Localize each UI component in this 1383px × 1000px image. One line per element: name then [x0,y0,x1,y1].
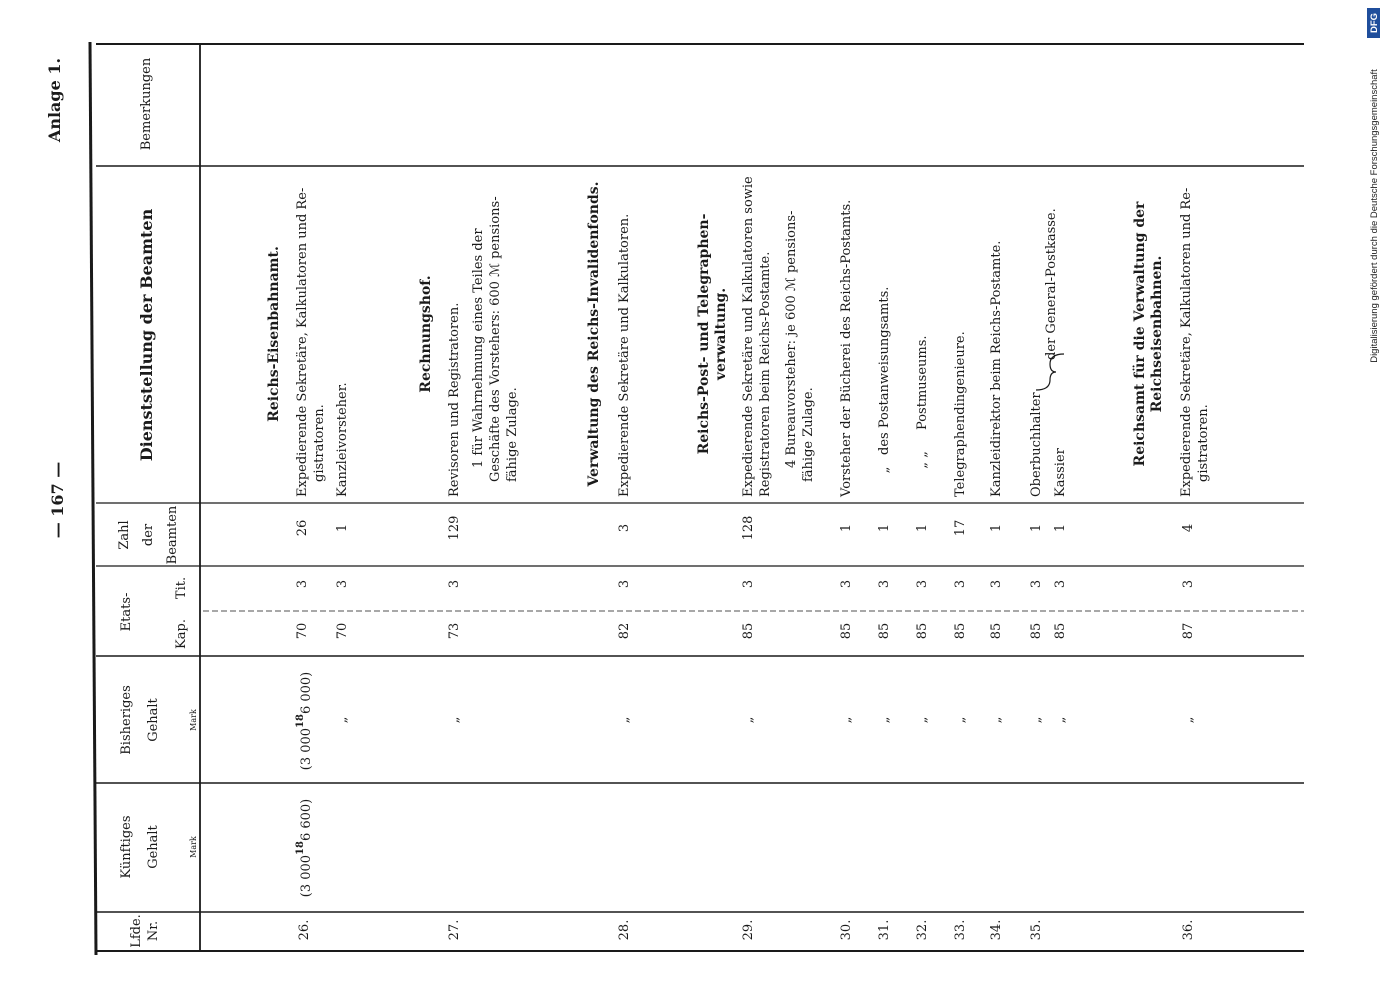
row-number: 34. [989,919,1004,941]
titel: 3 [877,579,892,589]
digitization-credit: Digitalisierung gefördert durch die Deutsche Forschungsgemeinschaft [1369,69,1380,363]
dfg-logo [1367,8,1380,38]
row-number: 33. [953,919,968,941]
table-rules [90,42,1304,955]
position-description: Revisoren und Registratoren. [447,302,462,497]
position-note: fähige Zulage. [505,387,520,482]
table-row [741,176,816,940]
header-kap: Kap. [174,619,189,649]
section-reichs-post-1: Reichs-Post- und Telegraphen- [696,213,712,455]
kapitel: 85 [839,622,854,640]
header-nr: Nr. [146,920,161,942]
table-row [839,200,854,941]
table-row [989,241,1004,941]
position-description: des Postanweisungsamts. [877,286,892,455]
kapitel: 70 [335,622,350,640]
titel: 3 [915,579,930,589]
current-salary-ditto: „ [953,716,968,724]
kapitel: 85 [915,622,930,640]
official-count: 3 [617,523,632,533]
current-salary-ditto: „ [1181,716,1196,724]
current-salary-ditto: „ [877,716,892,724]
position-description: Expedierende Sekretäre und Kalkulatoren sowie [741,176,756,497]
position-description: Expedierende Sekretäre und Kalkulatoren. [617,213,632,497]
titel: 3 [1053,579,1068,589]
future-salary-to: 6 600) [299,798,314,842]
page-number: — 167 — [48,461,67,539]
table-row [295,188,327,941]
row-number: 36. [1181,919,1196,941]
header-lfde: Lfde. [129,914,144,948]
current-salary-ditto: „ [989,716,1004,724]
position-description-cont: gistratoren. [312,404,327,482]
titel: 3 [447,579,462,589]
table-row [1179,188,1211,941]
kapitel: 85 [953,622,968,640]
section-invalidenfonds: Verwaltung des Reichs-Invalidenfonds. [586,181,602,487]
table-row [953,331,968,940]
position-note: Geschäfte des Vorstehers: 600 ℳ pensions- [488,196,503,482]
table-row [617,214,632,941]
kapitel: 70 [295,622,310,640]
titel: 3 [839,579,854,589]
header-kuenftiges-unit: Mark [189,836,198,858]
header-tit: Tit. [174,576,189,600]
official-count: 1 [1029,523,1044,533]
header-etats: Etats- [119,592,134,632]
table-row [915,335,930,940]
position-description: Postmuseums. [915,335,930,430]
row-number: 28. [617,919,632,941]
official-count: 1 [335,523,350,533]
table-row [1029,392,1044,941]
current-salary-ditto: „ [1029,716,1044,724]
kapitel: 85 [1029,622,1044,640]
position-description: Oberbuchhalter [1029,392,1044,497]
table-row [447,196,520,940]
current-salary-ditto: „ [447,716,462,724]
position-description: Vorsteher der Bücherei des Reichs-Postamts. [839,199,854,497]
official-count: 4 [1181,523,1196,533]
position-description: Kassier [1053,448,1068,497]
section-reichsamt-1: Reichsamt für die Verwaltung der [1132,201,1148,467]
titel: 3 [953,579,968,589]
section-reichs-post-2: verwaltung. [713,287,729,381]
position-note: 4 Bureauvorsteher: je 600 ℳ pensions- [784,210,799,468]
row-number: 26. [297,919,312,941]
official-count: 17 [953,519,968,537]
header-bemerkungen: Bemerkungen [139,57,154,151]
current-salary-to: 6 000) [299,671,314,715]
official-count: 26 [295,519,310,537]
current-salary-ditto: „ [335,716,350,724]
official-count: 1 [877,523,892,533]
header-bisheriges-unit: Mark [189,709,198,731]
kapitel: 85 [877,622,892,640]
future-salary-from: (3 000 [299,854,314,898]
position-description: Expedierende Sekretäre, Kalkulatoren und Re- [295,187,310,497]
kapitel: 73 [447,622,462,640]
current-salary-ditto: „ [617,716,632,724]
future-salary-steps: 18 [295,841,306,855]
ditto-mark: „ „ [915,451,930,469]
section-reichs-eisenbahnamt: Reichs-Eisenbahnamt. [266,246,282,422]
brace-text: der General-Postkasse. [1044,208,1059,360]
future-salary-range [295,799,314,898]
titel: 3 [295,579,310,589]
kapitel: 85 [1053,622,1068,640]
section-rechnungshof: Rechnungshof. [418,275,434,393]
row-number: 31. [877,919,892,941]
header-bisheriges-2: Gehalt [146,698,161,742]
dfg-logo-text: DFG [1369,12,1380,34]
official-count: 1 [1053,523,1068,533]
current-salary-ditto: „ [839,716,854,724]
position-note: 1 für Wahrnehmung eines Teiles der [471,228,486,468]
header-zahl-3: Beamten [165,505,180,565]
row-number: 30. [839,919,854,941]
titel: 3 [617,579,632,589]
official-count: 129 [447,515,462,541]
titel: 3 [335,579,350,589]
row-number: 35. [1029,919,1044,941]
header-dienststellung: Dienststellung der Beamten [137,208,156,462]
official-count: 1 [839,523,854,533]
kapitel: 85 [741,622,756,640]
row-number: 27. [447,919,462,941]
position-description-cont: gistratoren. [1196,404,1211,482]
section-reichsamt-2: Reichseisenbahnen. [1149,255,1165,413]
official-count: 1 [989,523,1004,533]
table-row [1053,447,1068,723]
position-description: Kanzleivorsteher. [335,382,350,497]
current-salary-range [295,672,314,771]
kapitel: 87 [1181,622,1196,640]
position-note: fähige Zulage. [801,387,816,482]
current-salary-ditto: „ [1053,716,1068,724]
table-row [877,287,892,941]
titel: 3 [741,579,756,589]
position-description: Kanzleidirektor beim Reichs-Postamte. [989,240,1004,497]
official-count: 1 [915,523,930,533]
table-row [335,382,350,723]
current-salary-ditto: „ [915,716,930,724]
row-number: 29. [741,919,756,941]
kapitel: 85 [989,622,1004,640]
official-count: 128 [741,515,756,541]
header-kuenftiges-2: Gehalt [146,825,161,869]
current-salary-from: (3 000 [299,727,314,771]
position-description: Expedierende Sekretäre, Kalkulatoren und Re- [1179,187,1194,497]
current-salary-ditto: „ [741,716,756,724]
appendix-label: Anlage 1. [45,57,64,143]
titel: 3 [1029,579,1044,589]
titel: 3 [1181,579,1196,589]
position-description: Telegraphendingenieure. [953,331,968,497]
ditto-mark: „ [877,466,892,474]
header-zahl-2: der [141,523,156,547]
titel: 3 [989,579,1004,589]
header-kuenftiges-1: Künftiges [119,815,134,879]
row-number: 32. [915,919,930,941]
position-description-cont: Registratoren beim Reichs-Postamte. [758,251,773,497]
header-bisheriges-1: Bisheriges [119,685,134,755]
kapitel: 82 [617,622,632,640]
current-salary-steps: 18 [295,714,306,728]
header-zahl-1: Zahl [117,520,132,550]
